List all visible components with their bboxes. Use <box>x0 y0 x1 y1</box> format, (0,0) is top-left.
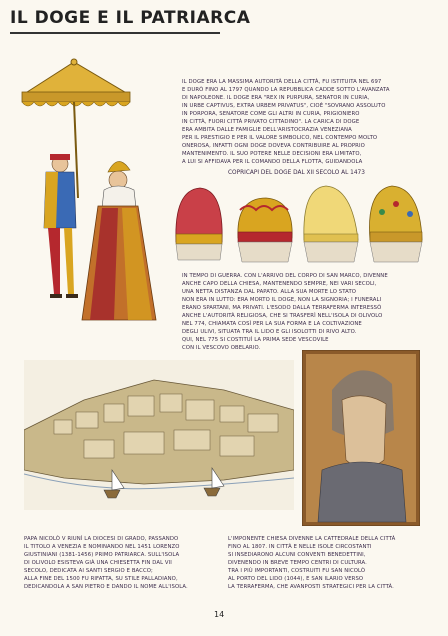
text-line: DEDICANDOLA A SAN PIETRO E DANDO IL NOME ALL'ISOLA. <box>24 584 188 590</box>
text-line: ONEROSA, INFATTI OGNI DOGE DOVEVA CONTRIBUIRE AL PROPRIO <box>182 143 365 149</box>
text-line: PAPA NICOLÒ V RIUNÌ LA DIOCESI DI GRADO, PASSANDO <box>24 536 179 542</box>
page-number: 14 <box>214 610 225 619</box>
text-line: DEGLI ULIVI, SITUATA TRA IL LIDO E GLI ISOLOTTI DI RIVO ALTO. <box>182 329 357 335</box>
text-line: A LUI SI AFFIDAVA PER IL COMANDO DELLA FLOTTA, GUIDANDOLA <box>182 159 363 165</box>
text-line: SI INSEDIARONO ALCUNI CONVENTI BENEDETTINI, <box>228 552 366 558</box>
text-line: DI OLIVOLO ESISTEVA GIÀ UNA CHIESETTA FIN DAL VII <box>24 560 172 566</box>
intro-paragraph <box>182 78 390 166</box>
text-line: DIVENENDO IN BREVE TEMPO CENTRI DI CULTURA. <box>228 560 367 566</box>
text-line: IN CITTÀ, FUORI CITTÀ PRIVATO CITTADINO". LA CARICA DI DOGE <box>182 119 360 125</box>
text-line: SECOLO, DEDICATA AI SANTI SERGIO E BACCO; <box>24 568 153 574</box>
text-line: MANTENIMENTO. IL SUO POTERE NELLE DECISIONI ERA LIMITATO, <box>182 151 362 157</box>
text-line: E DURÒ FINO AL 1797 QUANDO LA REPUBBLICA CADDE SOTTO L'AVANZATA <box>182 87 390 93</box>
text-line: L'IMPONENTE CHIESA DIVENNE LA CATTEDRALE DELLA CITTÀ <box>228 536 396 542</box>
text-line: ERANO SPARTANI, MA PRIVATI. L'ESODO DALLA TERRAFERMA INTERESSÒ <box>182 305 382 311</box>
text-line: TRA I PIÙ IMPORTANTI, COSTRUITI FU SAN NICOLÒ <box>228 568 366 574</box>
text-line: DI NAPOLEONE. IL DOGE ERA "REX IN PURPURA, SENATOR IN CURIA, <box>182 95 370 101</box>
text-line: IL TITOLO A VENEZIA E NOMINANDO NEL 1451 LORENZO <box>24 544 180 550</box>
text-line: IL DOGE ERA LA MASSIMA AUTORITÀ DELLA CITTÀ, FU ISTITUITA NEL 697 <box>182 79 382 85</box>
page-title: IL DOGE E IL PATRIARCA <box>10 8 251 28</box>
text-line: LA TERRAFERMA, CHE AVANPOSTI STRATEGICI PER LA CITTÀ. <box>228 584 394 590</box>
text-line: NON ERA IN LUTTO: ERA MORTO IL DOGE, NON LA SIGNORIA; I FUNERALI <box>182 297 382 303</box>
text-line: ERA AMBITA DALLE FAMIGLIE DELL'ARISTOCRAZIA VENEZIANA <box>182 127 352 133</box>
text-line: FINO AL 1807. IN CITTÀ E NELLE ISOLE CIRCOSTANTI <box>228 544 372 550</box>
doge-procession-illustration <box>18 58 166 330</box>
title-underline <box>10 32 220 34</box>
war-paragraph <box>182 272 388 352</box>
text-line: QUI, NEL 775 SI COSTITUÌ LA PRIMA SEDE VESCOVILE <box>182 337 329 343</box>
text-line: IN TEMPO DI GUERRA. CON L'ARRIVO DEL CORPO DI SAN MARCO, DIVENNE <box>182 273 388 279</box>
text-line: ALLA FINE DEL 1500 FU RIFATTA, SU STILE PALLADIANO, <box>24 576 178 582</box>
text-line: CON IL VESCOVO OBELARIO. <box>182 345 261 351</box>
venice-map-illustration <box>24 360 294 510</box>
text-line: NEL 774, CHIAMATA COSÌ PER LA SUA FORMA E LA COLTIVAZIONE <box>182 321 362 327</box>
text-line: UNA NETTA DISTANZA DAL PAPATO. ALLA SUA MORTE LO STATO <box>182 289 357 295</box>
text-line: GIUSTINIANI (1381-1456) PRIMO PATRIARCA. SULL'ISOLA <box>24 552 180 558</box>
doge-caps-illustration <box>170 180 426 270</box>
text-line: AL PORTO DEL LIDO (1044), E SAN ILARIO VERSO <box>228 576 364 582</box>
patriarch-portrait-illustration <box>302 350 420 526</box>
text-line: ANCHE L'AUTORITÀ RELIGIOSA, CHE SI TRASFERÌ NELL'ISOLA DI OLIVOLO <box>182 313 383 319</box>
bottom-right-paragraph <box>228 535 395 591</box>
text-line: ANCHE CAPO DELLA CHIESA, MANTENENDO SEMPRE, NEI VARI SECOLI, <box>182 281 377 287</box>
text-line: PER IL PRESTIGIO E PER IL VALORE SIMBOLICO, NEL CONTEMPO MOLTO <box>182 135 378 141</box>
text-line: IN URBE CAPTIVUS, EXTRA URBEM PRIVATUS", CIOÈ "SOVRANO ASSOLUTO <box>182 103 386 109</box>
text-line: IN PORPORA, SENATORE COME GLI ALTRI IN CURIA, PRIGIONIERO <box>182 111 360 117</box>
bottom-left-paragraph <box>24 535 188 591</box>
caps-caption: COPRICAPI DEL DOGE DAL XII SECOLO AL 1473 <box>228 170 365 176</box>
